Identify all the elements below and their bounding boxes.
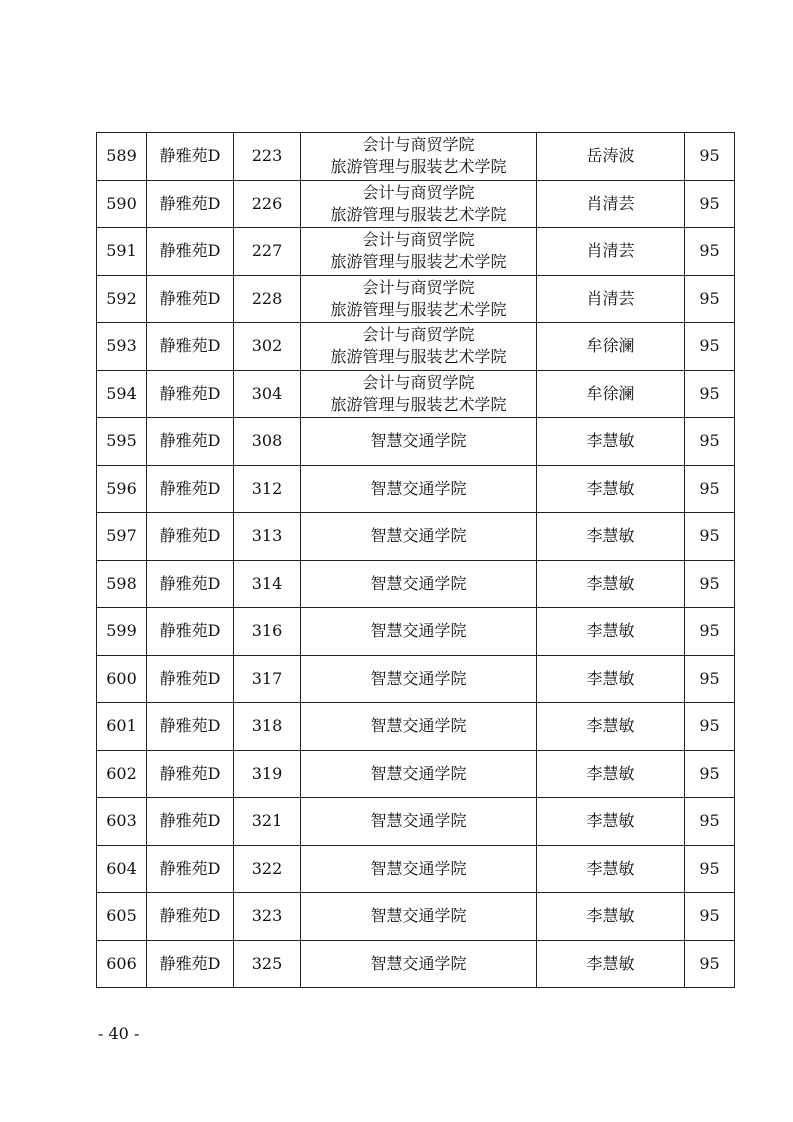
college-cell [301, 703, 537, 751]
score-cell: 95 [685, 513, 735, 561]
room-cell: 313 [234, 513, 301, 561]
person-cell: 岳涛波 [537, 133, 685, 181]
building-cell: 静雅苑D [147, 560, 234, 608]
table-row [97, 513, 735, 561]
row-number-cell: 601 [97, 703, 147, 751]
room-cell: 228 [234, 275, 301, 323]
room-cell: 322 [234, 845, 301, 893]
table-body [97, 133, 735, 988]
score-cell: 95 [685, 465, 735, 513]
page-number: - 40 - [98, 1024, 140, 1043]
person-cell: 肖清芸 [537, 228, 685, 276]
college-name: 会计与商贸学院 [362, 182, 475, 202]
building-cell: 静雅苑D [147, 465, 234, 513]
college-name: 智慧交通学院 [370, 668, 467, 688]
table-row [97, 940, 735, 988]
table-row [97, 798, 735, 846]
room-cell: 223 [234, 133, 301, 181]
row-number-cell: 604 [97, 845, 147, 893]
table-row [97, 228, 735, 276]
room-cell: 226 [234, 180, 301, 228]
person-cell: 李慧敏 [537, 513, 685, 561]
person-cell: 李慧敏 [537, 798, 685, 846]
person-cell: 李慧敏 [537, 893, 685, 941]
college-cell [301, 513, 537, 561]
building-cell: 静雅苑D [147, 275, 234, 323]
row-number-cell: 599 [97, 608, 147, 656]
college-cell [301, 323, 537, 371]
person-cell: 肖清芸 [537, 180, 685, 228]
room-cell: 304 [234, 370, 301, 418]
score-cell: 95 [685, 180, 735, 228]
table-row [97, 323, 735, 371]
table-row [97, 133, 735, 181]
score-cell: 95 [685, 608, 735, 656]
table-row [97, 560, 735, 608]
building-cell: 静雅苑D [147, 323, 234, 371]
row-number-cell: 593 [97, 323, 147, 371]
person-cell: 牟徐澜 [537, 370, 685, 418]
table-row [97, 370, 735, 418]
college-cell [301, 845, 537, 893]
row-number-cell: 592 [97, 275, 147, 323]
college-name: 旅游管理与服装艺术学院 [330, 394, 507, 414]
college-cell [301, 465, 537, 513]
row-number-cell: 600 [97, 655, 147, 703]
college-cell [301, 560, 537, 608]
building-cell: 静雅苑D [147, 180, 234, 228]
score-cell: 95 [685, 798, 735, 846]
college-name: 智慧交通学院 [370, 811, 467, 831]
table-row [97, 180, 735, 228]
row-number-cell: 589 [97, 133, 147, 181]
building-cell: 静雅苑D [147, 845, 234, 893]
room-cell: 317 [234, 655, 301, 703]
score-cell: 95 [685, 275, 735, 323]
table-row [97, 608, 735, 656]
row-number-cell: 591 [97, 228, 147, 276]
table-row [97, 703, 735, 751]
score-cell: 95 [685, 845, 735, 893]
table-row [97, 275, 735, 323]
college-name: 旅游管理与服装艺术学院 [330, 204, 507, 224]
score-cell: 95 [685, 418, 735, 466]
college-name: 旅游管理与服装艺术学院 [330, 157, 507, 177]
college-name: 智慧交通学院 [370, 953, 467, 973]
room-cell: 318 [234, 703, 301, 751]
college-name: 智慧交通学院 [370, 621, 467, 641]
building-cell: 静雅苑D [147, 940, 234, 988]
building-cell: 静雅苑D [147, 513, 234, 561]
person-cell: 李慧敏 [537, 608, 685, 656]
college-cell [301, 370, 537, 418]
college-name: 智慧交通学院 [370, 858, 467, 878]
college-cell [301, 750, 537, 798]
row-number-cell: 605 [97, 893, 147, 941]
person-cell: 李慧敏 [537, 940, 685, 988]
score-cell: 95 [685, 560, 735, 608]
table-row [97, 750, 735, 798]
person-cell: 李慧敏 [537, 465, 685, 513]
college-cell [301, 940, 537, 988]
building-cell: 静雅苑D [147, 750, 234, 798]
college-name: 智慧交通学院 [370, 431, 467, 451]
row-number-cell: 590 [97, 180, 147, 228]
table-row [97, 845, 735, 893]
college-name: 会计与商贸学院 [362, 230, 475, 250]
college-cell [301, 608, 537, 656]
room-cell: 321 [234, 798, 301, 846]
person-cell: 李慧敏 [537, 750, 685, 798]
building-cell: 静雅苑D [147, 370, 234, 418]
row-number-cell: 595 [97, 418, 147, 466]
college-name: 会计与商贸学院 [362, 277, 475, 297]
college-cell [301, 418, 537, 466]
score-cell: 95 [685, 893, 735, 941]
college-cell [301, 180, 537, 228]
score-cell: 95 [685, 228, 735, 276]
room-cell: 319 [234, 750, 301, 798]
dormitory-score-table [96, 132, 735, 988]
score-cell: 95 [685, 703, 735, 751]
person-cell: 李慧敏 [537, 703, 685, 751]
college-cell [301, 228, 537, 276]
person-cell: 牟徐澜 [537, 323, 685, 371]
room-cell: 308 [234, 418, 301, 466]
row-number-cell: 594 [97, 370, 147, 418]
college-cell [301, 798, 537, 846]
room-cell: 302 [234, 323, 301, 371]
score-cell: 95 [685, 655, 735, 703]
room-cell: 323 [234, 893, 301, 941]
room-cell: 316 [234, 608, 301, 656]
building-cell: 静雅苑D [147, 133, 234, 181]
room-cell: 325 [234, 940, 301, 988]
building-cell: 静雅苑D [147, 228, 234, 276]
college-name: 旅游管理与服装艺术学院 [330, 252, 507, 272]
person-cell: 李慧敏 [537, 655, 685, 703]
row-number-cell: 603 [97, 798, 147, 846]
score-cell: 95 [685, 323, 735, 371]
building-cell: 静雅苑D [147, 608, 234, 656]
college-cell [301, 655, 537, 703]
college-name: 会计与商贸学院 [362, 372, 475, 392]
building-cell: 静雅苑D [147, 655, 234, 703]
table-row [97, 465, 735, 513]
row-number-cell: 597 [97, 513, 147, 561]
score-cell: 95 [685, 133, 735, 181]
college-name: 智慧交通学院 [370, 906, 467, 926]
person-cell: 李慧敏 [537, 845, 685, 893]
row-number-cell: 606 [97, 940, 147, 988]
college-cell [301, 275, 537, 323]
room-cell: 314 [234, 560, 301, 608]
table-row [97, 893, 735, 941]
room-cell: 227 [234, 228, 301, 276]
college-cell [301, 893, 537, 941]
college-cell [301, 133, 537, 181]
score-cell: 95 [685, 370, 735, 418]
college-name: 旅游管理与服装艺术学院 [330, 299, 507, 319]
table-row [97, 418, 735, 466]
college-name: 智慧交通学院 [370, 573, 467, 593]
person-cell: 肖清芸 [537, 275, 685, 323]
person-cell: 李慧敏 [537, 418, 685, 466]
college-name: 会计与商贸学院 [362, 135, 475, 155]
building-cell: 静雅苑D [147, 893, 234, 941]
college-name: 会计与商贸学院 [362, 325, 475, 345]
building-cell: 静雅苑D [147, 798, 234, 846]
college-name: 智慧交通学院 [370, 716, 467, 736]
college-name: 智慧交通学院 [370, 478, 467, 498]
college-name: 旅游管理与服装艺术学院 [330, 347, 507, 367]
building-cell: 静雅苑D [147, 418, 234, 466]
row-number-cell: 602 [97, 750, 147, 798]
score-cell: 95 [685, 750, 735, 798]
building-cell: 静雅苑D [147, 703, 234, 751]
table-row [97, 655, 735, 703]
row-number-cell: 596 [97, 465, 147, 513]
score-cell: 95 [685, 940, 735, 988]
row-number-cell: 598 [97, 560, 147, 608]
college-name: 智慧交通学院 [370, 526, 467, 546]
person-cell: 李慧敏 [537, 560, 685, 608]
room-cell: 312 [234, 465, 301, 513]
college-name: 智慧交通学院 [370, 763, 467, 783]
